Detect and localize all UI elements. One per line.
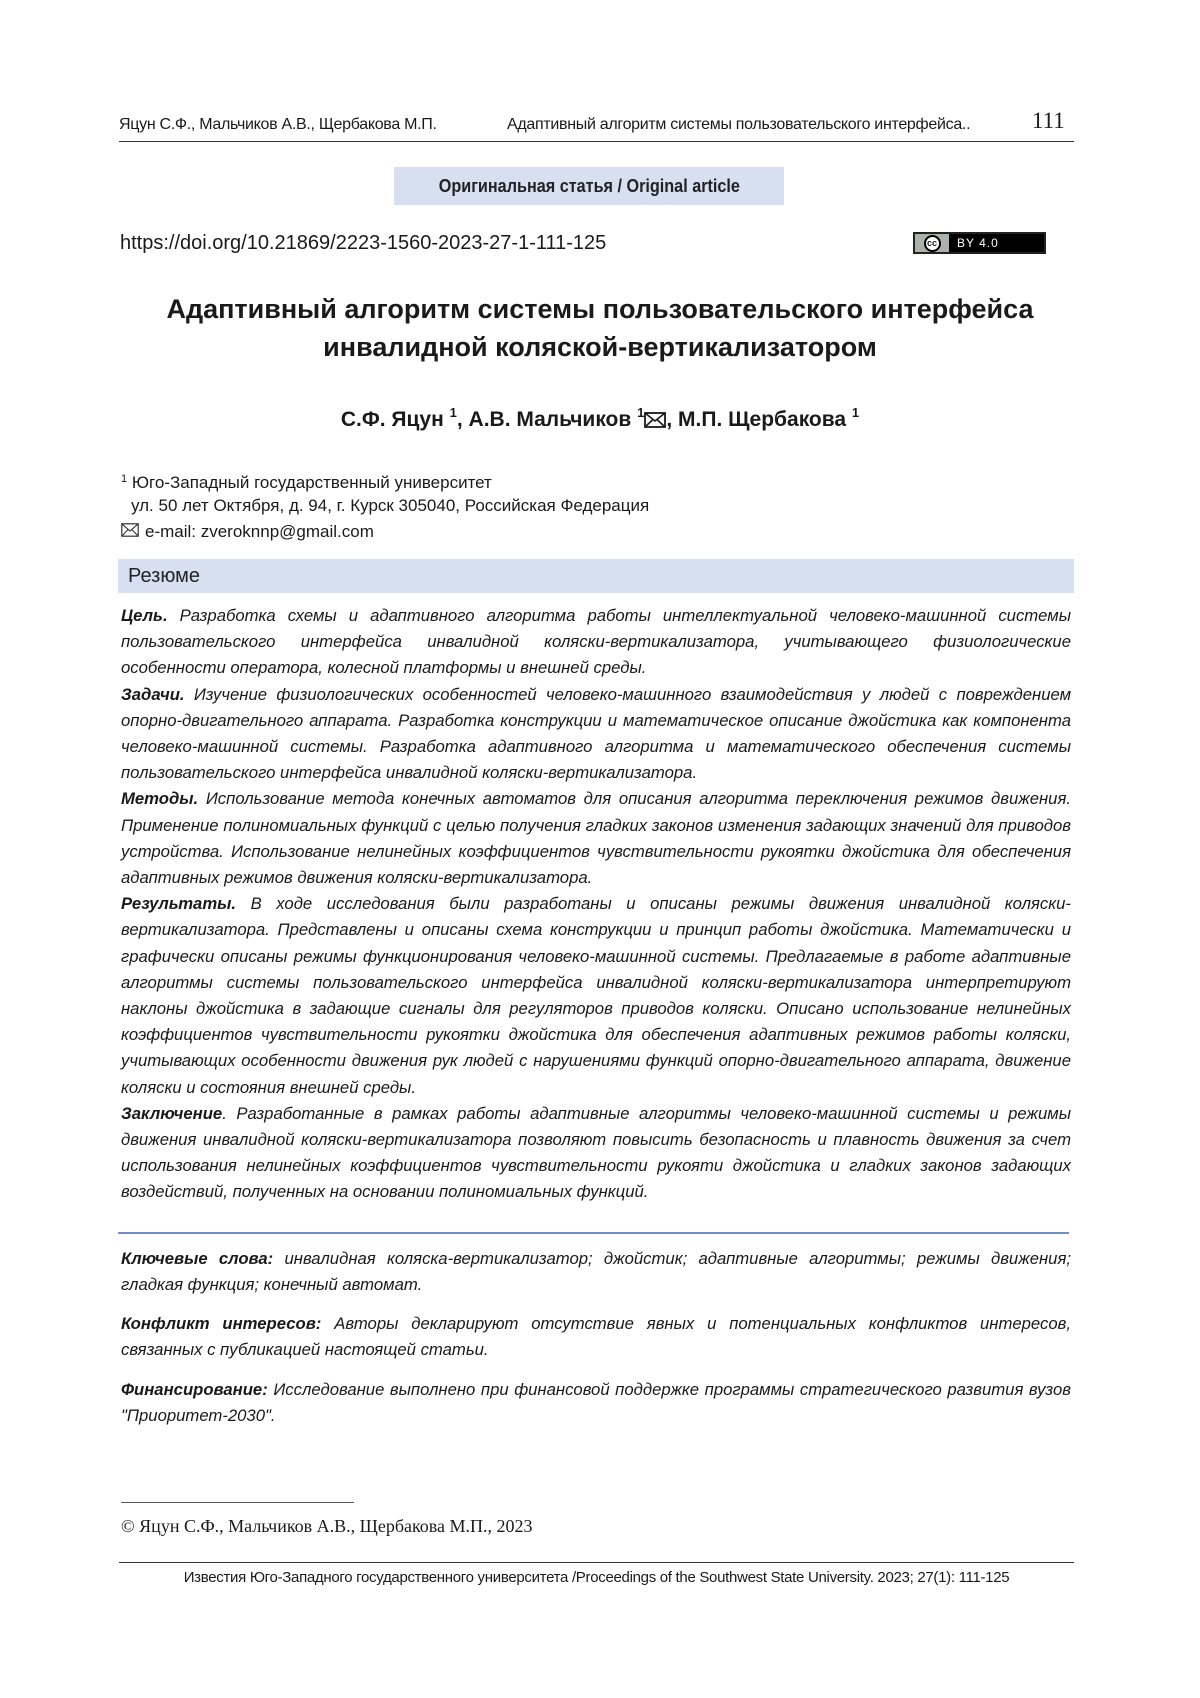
- copyright-notice: © Яцун С.Ф., Мальчиков А.В., Щербакова М.П., 2023: [121, 1516, 533, 1536]
- methods-label: Методы.: [121, 789, 199, 809]
- author-affiliation-mark: 1: [851, 405, 860, 420]
- abstract-results: [121, 891, 1071, 1101]
- funding-label: Финансирование:: [121, 1380, 268, 1399]
- keywords-text: инвалидная коляска-вертикализатор; джойстик; адаптивные алгоритмы; режимы движения; гладкая функция; конечный автомат.: [121, 1249, 1071, 1295]
- abstract-heading-bar: [118, 559, 1074, 593]
- affiliation-name: Юго-Западный государственный университет: [131, 473, 492, 492]
- tasks-text: Изучение физиологических особенностей человеко-машинного взаимодействия у людей с повреждением опорно-двигательного аппарата. Разработка конструкции и математическое описание джойстика как компонента человеко-машинной системы. Разработка адаптивного алгоритма и математического обеспечения системы пользовательского интерфейса инвалидной коляски-вертикализатора.: [121, 684, 1072, 783]
- goal-text: Разработка схемы и адаптивного алгоритма работы интеллектуальной человеко-машинной системы пользовательского интерфейса инвалидной коляски-вертикализатора, учитывающего физиологические особенности оператора, колесной платформы и внешней среды.: [121, 606, 1071, 678]
- conclusion-label: Заключение: [121, 1103, 223, 1123]
- article-title: [100, 290, 1100, 366]
- author-list: С.Ф. Яцун $^1$, А.В. Мальчиков $^1$ , М.П. Щербакова $^1$: [100, 405, 1100, 435]
- conflict-section: [121, 1311, 1071, 1363]
- tasks-label: Задачи.: [121, 684, 185, 704]
- license-label: BY 4.0: [949, 234, 1044, 252]
- author-name: С.Ф. Яцун: [340, 408, 444, 431]
- abstract-goal: [121, 603, 1071, 682]
- keywords-section: [121, 1246, 1071, 1298]
- doi-link[interactable]: https://doi.org/10.21869/2223-1560-2023-27-1-111-125: [120, 232, 607, 254]
- envelope-icon: [121, 522, 139, 542]
- author-affiliation-mark: 1: [637, 405, 645, 420]
- email-address[interactable]: e-mail: zveroknnp@gmail.com: [145, 522, 374, 541]
- funding-text: Исследование выполнено при финансовой поддержке программы стратегического развития вузов "Приоритет-2030".: [121, 1380, 1071, 1426]
- header-divider: [119, 141, 1074, 142]
- funding-section: [121, 1377, 1071, 1429]
- running-header-title: Адаптивный алгоритм системы пользовательского интерфейса..: [507, 116, 971, 133]
- envelope-icon: [644, 411, 666, 435]
- cc-icon: cc: [915, 234, 949, 252]
- title-line-1: Адаптивный алгоритм системы пользовательского интерфейса: [166, 294, 1034, 324]
- affiliation-mark: 1: [121, 473, 128, 485]
- goal-label: Цель.: [121, 606, 168, 625]
- author-affiliation-mark: 1: [449, 405, 457, 420]
- footer-divider: [119, 1562, 1074, 1563]
- article-type-badge: [394, 167, 784, 205]
- abstract-body: [121, 603, 1071, 1206]
- running-header-authors: Яцун С.Ф., Мальчиков А.В., Щербакова М.П.: [119, 116, 437, 133]
- article-type-label: Оригинальная статья / Original article: [438, 175, 740, 196]
- cc-license-badge[interactable]: [913, 232, 1046, 254]
- abstract-heading: Резюме: [128, 564, 200, 587]
- abstract-conclusion: [121, 1101, 1071, 1206]
- methods-text: Использование метода конечных автоматов для описания алгоритма переключения режимов движения. Применение полиномиальных функций с целью получения гладких законов изменения задающих значений для приводов устройства. Использование нелинейных коэффициентов чувствительности рукоятки джойстика для обеспечения адаптивных режимов движения коляски-вертикализатора.: [121, 789, 1071, 888]
- author-name: А.В. Мальчиков: [468, 408, 632, 431]
- abstract-methods: [121, 786, 1071, 891]
- affiliation: [121, 468, 649, 517]
- contact-email: [121, 522, 374, 542]
- conclusion-text: . Разработанные в рамках работы адаптивные алгоритмы человеко-машинной системы и режимы движения инвалидной коляски-вертикализатора позволяют повысить безопасность и плавность движения за счет использования нелинейных коэффициентов чувствительности рукояти джойстика и гладких законов задающих воздействий, полученных на основании полиномиальных функций.: [121, 1103, 1071, 1202]
- conflict-text: Авторы декларируют отсутствие явных и потенциальных конфликтов интересов, связанных с публикацией настоящей статьи.: [121, 1314, 1071, 1360]
- title-line-2: инвалидной коляской-вертикализатором: [323, 332, 877, 362]
- journal-footer: Известия Юго-Западного государственного университета /Proceedings of the Southwest State University. 2023; 27(1): 111-125: [183, 1569, 1010, 1586]
- affiliation-address: ул. 50 лет Октября, д. 94, г. Курск 305040, Российская Федерация: [131, 496, 650, 515]
- footnote-divider: [121, 1502, 354, 1503]
- keywords-label: Ключевые слова:: [121, 1249, 274, 1268]
- conflict-label: Конфликт интересов:: [121, 1314, 322, 1333]
- results-label: Результаты.: [121, 894, 237, 914]
- author-name: М.П. Щербакова: [678, 408, 847, 431]
- abstract-divider: [118, 1232, 1069, 1234]
- results-text: В ходе исследования были разработаны и описаны режимы движения инвалидной коляски-вертикализатора. Представлены и описаны схема конструкции и принцип работы джойстика. Математически и графически описаны режимы функционирования человеко-машинной системы. Предлагаемые в работе адаптивные алгоритмы системы пользовательского интерфейса инвалидной коляски-вертикализатора интерпретируют наклоны джойстика в задающие сигналы для регуляторов приводов коляски. Описано использование нелинейных коэффициентов чувствительности рукоятки джойстика для обеспечения адаптивных режимов работы коляски, учитывающих особенности движения рук людей с нарушениями функций опорно-двигательного аппарата, движение коляски и состояния внешней среды.: [121, 894, 1071, 1097]
- page-number: 111: [1032, 108, 1065, 133]
- abstract-tasks: [121, 682, 1071, 787]
